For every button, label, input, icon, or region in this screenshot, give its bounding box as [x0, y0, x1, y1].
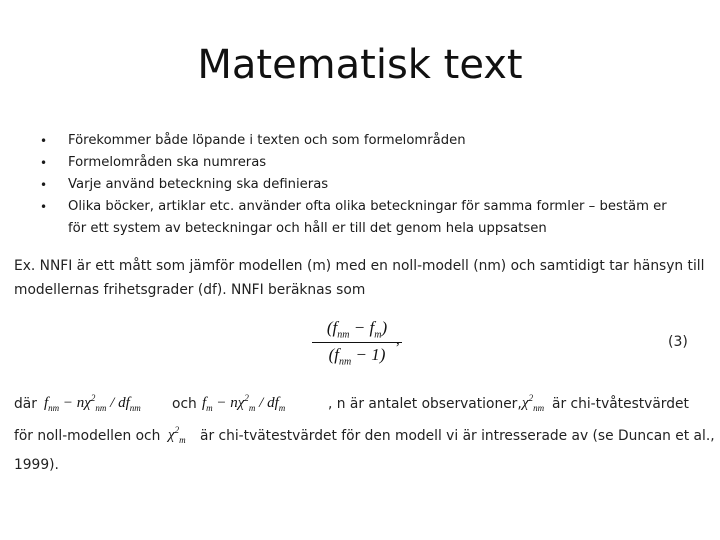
- formula-numerator: $(f_{nm} - f_m)$: [312, 318, 402, 343]
- example-line-2: modellernas frihetsgrader (df). NNFI beräknas som: [14, 282, 366, 298]
- example-line-3-part-4: är chi-tvåtestvärdet: [552, 396, 689, 412]
- bullet-icon: •: [40, 156, 48, 170]
- slide-title: Matematisk text: [197, 42, 523, 88]
- bullet-item: • Formelområden ska numreras: [40, 152, 680, 174]
- nnfi-formula: [312, 318, 402, 368]
- inline-chi-nm: $\chi^2_{nm}$: [522, 393, 545, 413]
- example-line-4-part-2: är chi-tvätestvärdet för den modell vi är intresserade av (se Duncan et al.,: [200, 428, 715, 444]
- bullet-list: [40, 130, 680, 240]
- bullet-icon: •: [40, 178, 48, 192]
- inline-formula-fm: $f_m - n\chi^2_m / df_m$: [202, 393, 286, 413]
- bullet-icon: •: [40, 134, 48, 148]
- example-line-5: 1999).: [14, 457, 59, 473]
- inline-chi-m: $\chi^2_m$: [168, 425, 186, 445]
- example-line-1: Ex. NNFI är ett mått som jämför modellen (m) med en noll-modell (nm) och samtidigt tar hänsyn till: [14, 258, 705, 274]
- bullet-item: • Olika böcker, artiklar etc. använder ofta olika beteckningar för samma formler – bestäm er för ett system av beteckningar och håll er till det genom hela uppsatsen: [40, 196, 680, 240]
- example-line-4-part-1: för noll-modellen och: [14, 428, 161, 444]
- example-line-3-part-1: där: [14, 396, 37, 412]
- bullet-item: • Förekommer både löpande i texten och som formelområden: [40, 130, 680, 152]
- example-line-3-part-3: , n är antalet observationer,: [328, 396, 522, 412]
- formula-denominator: $(f_{nm} - 1)$: [328, 345, 386, 368]
- bullet-item: • Varje använd beteckning ska definieras: [40, 174, 680, 196]
- bullet-icon: •: [40, 200, 48, 214]
- formula-comma: ,: [396, 332, 400, 348]
- example-line-3-part-2: och: [172, 396, 197, 412]
- equation-number: (3): [668, 334, 688, 350]
- inline-formula-fnm: $f_{nm} - n\chi^2_{nm} / df_{nm}$: [44, 393, 141, 413]
